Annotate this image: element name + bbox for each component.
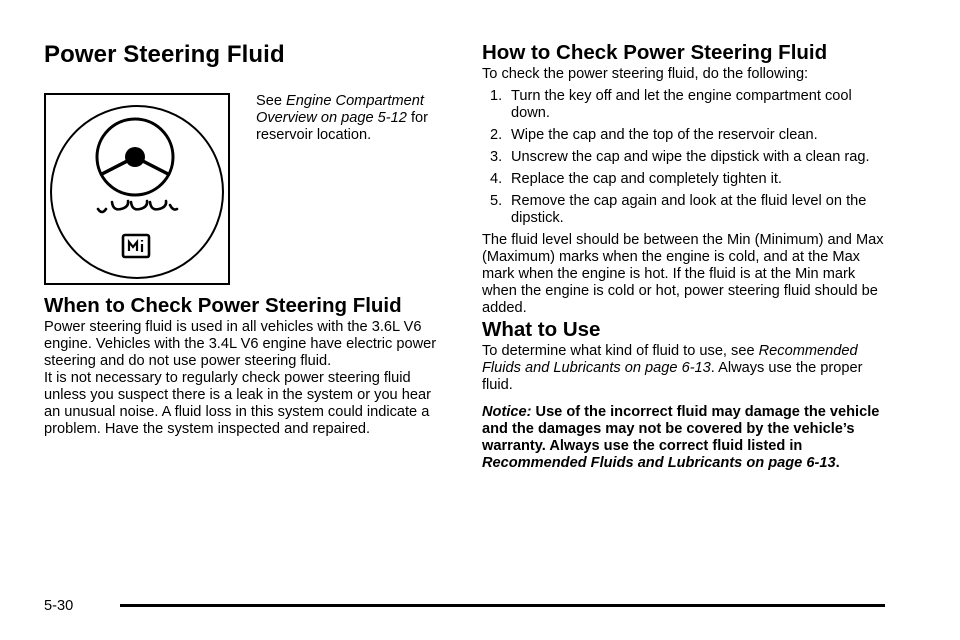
fluid-level-paragraph: The fluid level should be between the Min (Minimum) and Max (Maximum) marks when the engine is cold, and at the Max mark when the engine is hot. If the fluid is at the Min mark when the engine is cold or hot, power steering fluid should be added. (482, 232, 884, 316)
when-to-check-heading: When to Check Power Steering Fluid (44, 294, 402, 317)
list-item: 5. Remove the cap again and look at the fluid level on the dipstick. (490, 193, 867, 226)
notice-recommended-fluids-link[interactable]: Recommended Fluids and Lubricants on page 6-13 (482, 455, 836, 471)
when-paragraph-1: Power steering fluid is used in all vehicles with the 3.6L V6 engine. Vehicles with the 3.4L V6 engine have electric power steering and do not use power steering fluid. (44, 319, 437, 369)
section-title: Power Steering Fluid (44, 41, 285, 68)
notice-label: Notice: (482, 404, 532, 420)
check-steps-list (482, 88, 892, 227)
see-reference (256, 93, 451, 144)
right-column (482, 40, 892, 487)
page-number: 5-30 (44, 598, 74, 614)
list-item: 1. Turn the key off and let the engine compartment cool down. (490, 88, 852, 121)
what-to-use-heading: What to Use (482, 318, 601, 341)
list-item: 3. Unscrew the cap and wipe the dipstick with a clean rag. (490, 149, 870, 165)
list-item: 4. Replace the cap and completely tighten it. (490, 171, 782, 187)
notice-block: Notice: Use of the incorrect fluid may damage the vehicle and the damages may not be covered by the vehicle’s warranty. Always use the correct fluid listed in Recommended Fluids and Lubricants on page 6-13. (482, 404, 880, 471)
list-item: 2. Wipe the cap and the top of the reservoir clean. (490, 127, 818, 143)
how-to-intro: To check the power steering fluid, do the following: (482, 66, 809, 82)
how-to-check-heading: How to Check Power Steering Fluid (482, 41, 828, 64)
engine-compartment-link[interactable]: Engine Compartment Overview on page 5-12 (256, 93, 424, 126)
see-prefix: See (256, 93, 287, 109)
see-suffix: for reservoir location. (256, 110, 428, 143)
figure-row (44, 93, 450, 293)
footer-divider (120, 604, 885, 607)
when-paragraph-2: It is not necessary to regularly check power steering fluid unless you suspect there is a leak in the system or you hear an unusual noise. A fluid loss in this system could indicate a problem. Have the system inspected and repaired. (44, 370, 431, 437)
recommended-fluids-link[interactable]: Recommended Fluids and Lubricants on page 6-13 (482, 343, 858, 376)
what-to-use-paragraph: To determine what kind of fluid to use, see Recommended Fluids and Lubricants on page 6-13. Always use the proper fluid. (482, 343, 863, 393)
power-steering-cap-figure (44, 93, 230, 285)
left-column (44, 40, 450, 438)
power-steering-cap-icon (46, 95, 228, 283)
